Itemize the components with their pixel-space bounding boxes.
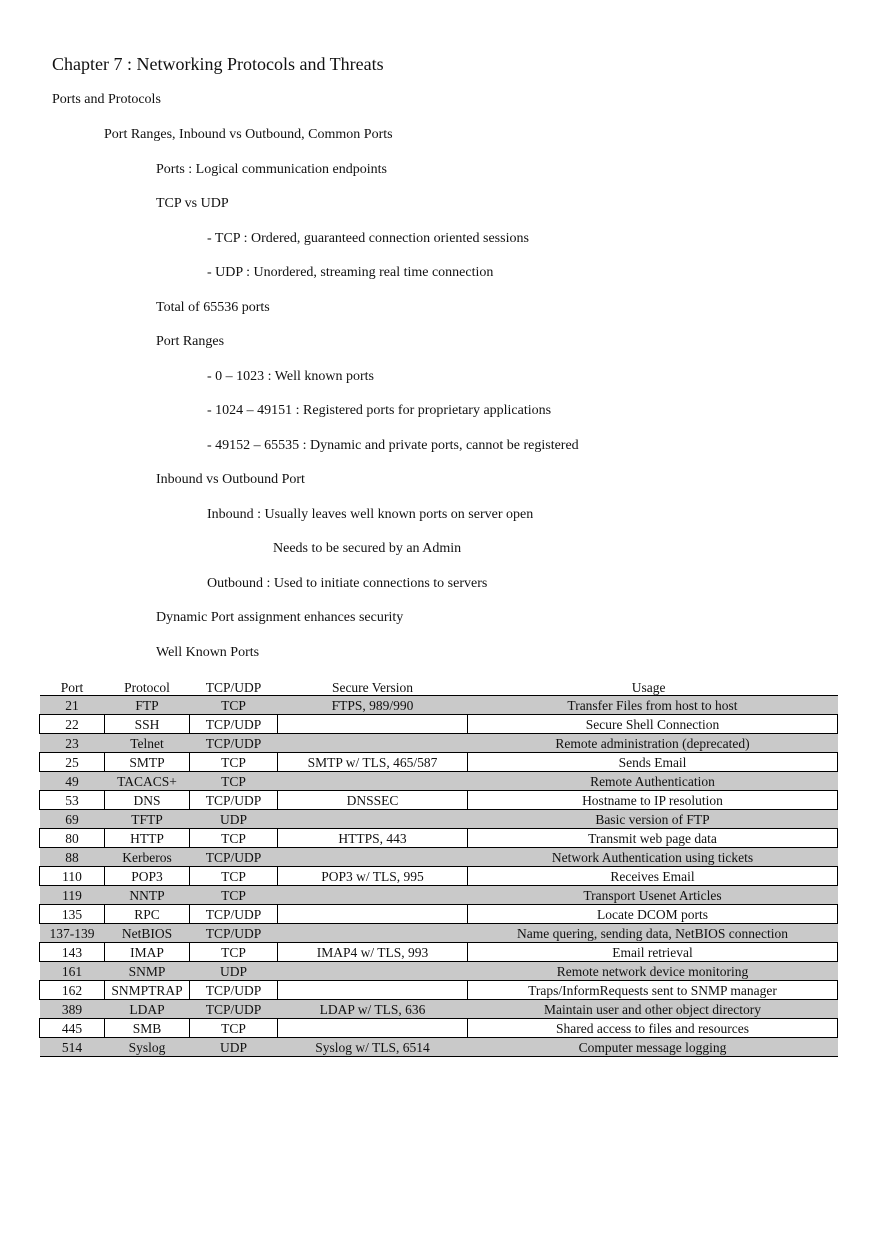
bullet-line: - TCP : Ordered, guaranteed connection oriented sessions <box>207 231 529 246</box>
cell-usage: Basic version of FTP <box>468 810 838 829</box>
note-line: TCP vs UDP <box>156 196 229 211</box>
header-port: Port <box>40 678 105 696</box>
cell-secure-version: LDAP w/ TLS, 636 <box>278 1000 468 1019</box>
table-row <box>40 867 838 886</box>
cell-secure-version <box>278 981 468 1000</box>
table-header-row <box>40 678 838 696</box>
cell-protocol: Kerberos <box>105 848 190 867</box>
cell-usage: Hostname to IP resolution <box>468 791 838 810</box>
cell-protocol: SNMPTRAP <box>105 981 190 1000</box>
cell-protocol: Telnet <box>105 734 190 753</box>
cell-tcp-udp: TCP/UDP <box>190 924 278 943</box>
bullet-line: - 1024 – 49151 : Registered ports for proprietary applications <box>207 403 552 418</box>
cell-secure-version <box>278 924 468 943</box>
cell-tcp-udp: TCP/UDP <box>190 848 278 867</box>
cell-port: 119 <box>40 886 105 905</box>
cell-tcp-udp: UDP <box>190 962 278 981</box>
cell-protocol: SNMP <box>105 962 190 981</box>
cell-secure-version: HTTPS, 443 <box>278 829 468 848</box>
table-row <box>40 924 838 943</box>
header-secure-version: Secure Version <box>278 678 468 696</box>
table-row <box>40 772 838 791</box>
cell-protocol: RPC <box>105 905 190 924</box>
table-row <box>40 810 838 829</box>
table-row <box>40 886 838 905</box>
cell-secure-version <box>278 715 468 734</box>
table-row <box>40 753 838 772</box>
cell-tcp-udp: TCP/UDP <box>190 715 278 734</box>
bullet-line: Outbound : Used to initiate connections to servers <box>207 576 488 591</box>
table-caption: Well Known Ports <box>156 645 260 660</box>
cell-tcp-udp: TCP/UDP <box>190 1000 278 1019</box>
header-tcp-udp: TCP/UDP <box>190 678 278 696</box>
cell-port: 143 <box>40 943 105 962</box>
cell-protocol: TFTP <box>105 810 190 829</box>
cell-port: 21 <box>40 696 105 715</box>
cell-port: 135 <box>40 905 105 924</box>
header-protocol: Protocol <box>105 678 190 696</box>
cell-port: 514 <box>40 1038 105 1057</box>
cell-secure-version <box>278 1019 468 1038</box>
table-row <box>40 981 838 1000</box>
cell-tcp-udp: TCP <box>190 753 278 772</box>
note-line: Total of 65536 ports <box>156 300 270 315</box>
subsection-heading: Port Ranges, Inbound vs Outbound, Common Ports <box>104 127 393 142</box>
cell-usage: Secure Shell Connection <box>468 715 838 734</box>
cell-port: 162 <box>40 981 105 1000</box>
header-usage: Usage <box>468 678 838 696</box>
cell-port: 389 <box>40 1000 105 1019</box>
cell-protocol: DNS <box>105 791 190 810</box>
cell-protocol: HTTP <box>105 829 190 848</box>
cell-secure-version: DNSSEC <box>278 791 468 810</box>
section-heading: Ports and Protocols <box>52 92 161 107</box>
table-row <box>40 1038 838 1057</box>
cell-protocol: TACACS+ <box>105 772 190 791</box>
cell-protocol: SSH <box>105 715 190 734</box>
cell-secure-version <box>278 962 468 981</box>
cell-port: 25 <box>40 753 105 772</box>
cell-port: 110 <box>40 867 105 886</box>
cell-secure-version: Syslog w/ TLS, 6514 <box>278 1038 468 1057</box>
cell-port: 69 <box>40 810 105 829</box>
cell-secure-version: IMAP4 w/ TLS, 993 <box>278 943 468 962</box>
cell-protocol: SMB <box>105 1019 190 1038</box>
cell-tcp-udp: TCP <box>190 772 278 791</box>
cell-usage: Traps/InformRequests sent to SNMP manager <box>468 981 838 1000</box>
cell-secure-version: POP3 w/ TLS, 995 <box>278 867 468 886</box>
cell-protocol: LDAP <box>105 1000 190 1019</box>
cell-tcp-udp: UDP <box>190 810 278 829</box>
cell-port: 49 <box>40 772 105 791</box>
bullet-line: Inbound : Usually leaves well known ports on server open <box>207 507 534 522</box>
cell-tcp-udp: TCP <box>190 829 278 848</box>
cell-usage: Remote network device monitoring <box>468 962 838 981</box>
table-row <box>40 848 838 867</box>
cell-usage: Remote administration (deprecated) <box>468 734 838 753</box>
cell-tcp-udp: TCP/UDP <box>190 981 278 1000</box>
cell-port: 23 <box>40 734 105 753</box>
cell-secure-version <box>278 810 468 829</box>
table-row <box>40 943 838 962</box>
note-line: Inbound vs Outbound Port <box>156 472 305 487</box>
cell-protocol: NNTP <box>105 886 190 905</box>
table-row <box>40 905 838 924</box>
cell-tcp-udp: TCP <box>190 943 278 962</box>
cell-tcp-udp: TCP/UDP <box>190 905 278 924</box>
bullet-line: Needs to be secured by an Admin <box>273 541 462 556</box>
cell-port: 22 <box>40 715 105 734</box>
cell-usage: Receives Email <box>468 867 838 886</box>
cell-protocol: POP3 <box>105 867 190 886</box>
cell-protocol: IMAP <box>105 943 190 962</box>
cell-protocol: SMTP <box>105 753 190 772</box>
cell-usage: Transport Usenet Articles <box>468 886 838 905</box>
table-row <box>40 962 838 981</box>
table-row <box>40 715 838 734</box>
bullet-line: - 0 – 1023 : Well known ports <box>207 369 374 384</box>
cell-secure-version <box>278 772 468 791</box>
cell-secure-version <box>278 848 468 867</box>
ports-table <box>39 678 838 1057</box>
note-line: Dynamic Port assignment enhances security <box>156 610 404 625</box>
cell-usage: Computer message logging <box>468 1038 838 1057</box>
cell-secure-version: SMTP w/ TLS, 465/587 <box>278 753 468 772</box>
cell-tcp-udp: TCP <box>190 696 278 715</box>
cell-usage: Shared access to files and resources <box>468 1019 838 1038</box>
cell-port: 137-139 <box>40 924 105 943</box>
cell-secure-version <box>278 886 468 905</box>
page-title: Chapter 7 : Networking Protocols and Threats <box>52 54 384 74</box>
table-row <box>40 829 838 848</box>
cell-usage: Network Authentication using tickets <box>468 848 838 867</box>
cell-tcp-udp: TCP <box>190 1019 278 1038</box>
cell-port: 445 <box>40 1019 105 1038</box>
cell-usage: Transfer Files from host to host <box>468 696 838 715</box>
cell-usage: Transmit web page data <box>468 829 838 848</box>
cell-port: 161 <box>40 962 105 981</box>
table-body <box>40 696 838 1057</box>
bullet-line: - 49152 – 65535 : Dynamic and private ports, cannot be registered <box>207 438 579 453</box>
bullet-line: - UDP : Unordered, streaming real time connection <box>207 265 494 280</box>
cell-port: 80 <box>40 829 105 848</box>
cell-secure-version <box>278 905 468 924</box>
table-row <box>40 791 838 810</box>
note-line: Ports : Logical communication endpoints <box>156 162 387 177</box>
cell-protocol: FTP <box>105 696 190 715</box>
cell-usage: Sends Email <box>468 753 838 772</box>
table-row <box>40 696 838 715</box>
cell-tcp-udp: TCP/UDP <box>190 734 278 753</box>
cell-tcp-udp: TCP <box>190 886 278 905</box>
cell-port: 88 <box>40 848 105 867</box>
cell-protocol: NetBIOS <box>105 924 190 943</box>
cell-usage: Email retrieval <box>468 943 838 962</box>
cell-port: 53 <box>40 791 105 810</box>
table-row <box>40 1019 838 1038</box>
cell-tcp-udp: UDP <box>190 1038 278 1057</box>
cell-secure-version: FTPS, 989/990 <box>278 696 468 715</box>
cell-usage: Name quering, sending data, NetBIOS connection <box>468 924 838 943</box>
table-row <box>40 734 838 753</box>
note-line: Port Ranges <box>156 334 225 349</box>
cell-tcp-udp: TCP/UDP <box>190 791 278 810</box>
cell-secure-version <box>278 734 468 753</box>
table-row <box>40 1000 838 1019</box>
cell-usage: Maintain user and other object directory <box>468 1000 838 1019</box>
cell-usage: Remote Authentication <box>468 772 838 791</box>
cell-usage: Locate DCOM ports <box>468 905 838 924</box>
cell-tcp-udp: TCP <box>190 867 278 886</box>
cell-protocol: Syslog <box>105 1038 190 1057</box>
